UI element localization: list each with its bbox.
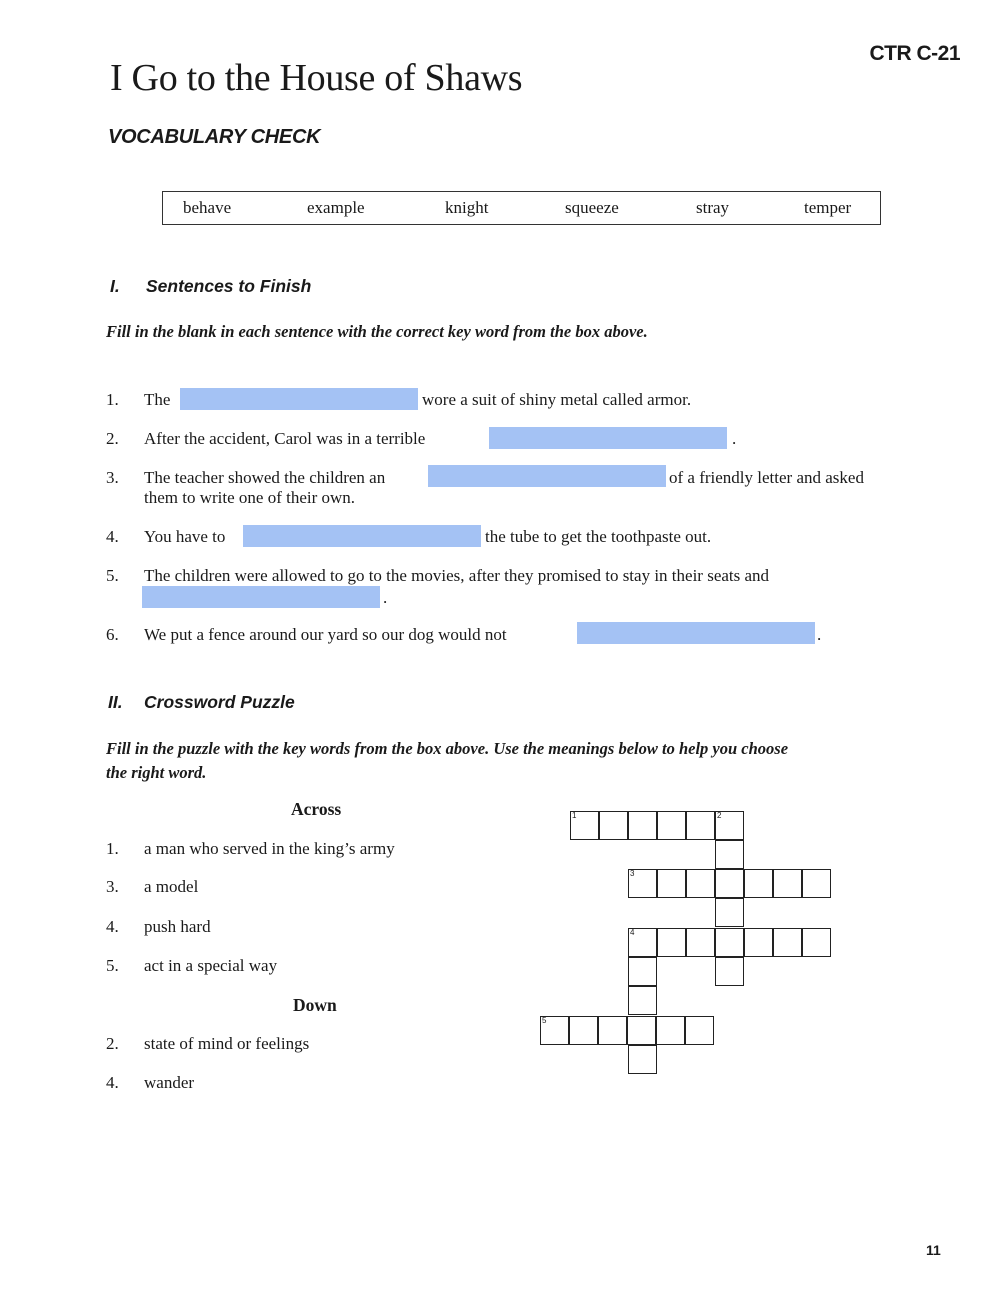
crossword-cell[interactable] [773,869,802,898]
sentence-number: 5. [106,566,119,585]
sentence-2-end: . [732,429,737,448]
across-heading: Across [291,799,342,819]
crossword-cell[interactable] [715,928,744,957]
sentence-1 [106,389,170,410]
worksheet-code: CTR C-21 [869,42,960,65]
down-clue-2 [106,1034,309,1054]
clue-text: push hard [144,917,211,936]
sentence-3-end: of a friendly letter and asked [669,468,864,487]
sentence-3 [106,467,385,488]
clue-text: a man who served in the king’s army [144,839,395,858]
key-word: behave [183,198,232,217]
crossword-cell[interactable] [628,986,657,1015]
answer-blank-5[interactable] [142,586,380,608]
answer-blank-1[interactable] [180,388,418,410]
clue-text: a model [144,877,199,896]
crossword-cell[interactable] [802,869,831,898]
across-clue-3 [106,877,198,897]
vocabulary-check-heading: VOCABULARY CHECK [108,126,321,148]
cell-number: 2 [717,811,722,820]
crossword-cell[interactable] [744,869,773,898]
sentence-number: 4. [106,527,119,546]
section-title: Crossword Puzzle [144,692,295,712]
crossword-cell[interactable] [715,811,744,840]
section-1-heading [110,276,311,297]
section-1-instruction: Fill in the blank in each sentence with the correct key word from the box above. [106,322,648,341]
crossword-cell[interactable] [570,811,599,840]
crossword-cell[interactable] [628,869,657,898]
clue-text: wander [144,1073,195,1092]
instruction-line: the right word. [106,763,207,782]
crossword-cell[interactable] [686,928,715,957]
answer-blank-2[interactable] [489,427,727,449]
section-number: I. [110,276,120,296]
across-clue-1 [106,839,395,859]
crossword-cell[interactable] [627,1016,656,1045]
across-clue-5 [106,956,277,976]
crossword-cell[interactable] [715,898,744,927]
cell-number: 5 [542,1016,547,1025]
crossword-cell[interactable] [773,928,802,957]
crossword-cell[interactable] [715,840,744,869]
clue-number: 4. [106,1073,119,1092]
sentence-2 [106,428,425,449]
down-heading: Down [293,995,337,1015]
sentence-text: You have to [144,527,226,546]
clue-number: 3. [106,877,119,896]
sentence-number: 2. [106,429,119,448]
key-word: squeeze [565,198,619,217]
answer-blank-3[interactable] [428,465,666,487]
sentence-text: The children were allowed to go to the movies, after they promised to stay in their seats and [144,566,770,585]
clue-text: act in a special way [144,956,278,975]
crossword-cell[interactable] [802,928,831,957]
crossword-cell[interactable] [628,811,657,840]
page-title: I Go to the House of Shaws [110,57,523,99]
crossword-cell[interactable] [715,869,744,898]
across-clue-4 [106,917,211,937]
sentence-number: 6. [106,625,119,644]
clue-number: 5. [106,956,119,975]
section-2-instruction [106,737,788,785]
section-title: Sentences to Finish [146,276,312,296]
sentence-number: 1. [106,390,119,409]
crossword-cell[interactable] [686,811,715,840]
sentence-5 [106,565,769,586]
crossword-cell[interactable] [628,1045,657,1074]
answer-blank-4[interactable] [243,525,481,547]
clue-number: 2. [106,1034,119,1053]
sentence-1-end: wore a suit of shiny metal called armor. [422,390,692,409]
crossword-cell[interactable] [715,957,744,986]
crossword-cell[interactable] [656,1016,685,1045]
key-word: temper [804,198,852,217]
crossword-cell[interactable] [657,869,686,898]
page-number: 11 [926,1242,941,1258]
sentence-4-end: the tube to get the toothpaste out. [485,527,712,546]
sentence-6 [106,624,507,645]
instruction-line: Fill in the puzzle with the key words from the box above. Use the meanings below to help you choose [106,739,789,758]
clue-text: state of mind or feelings [144,1034,310,1053]
crossword-cell[interactable] [744,928,773,957]
sentence-text: The [144,390,171,409]
crossword-cell[interactable] [599,811,628,840]
cell-number: 4 [630,928,635,937]
clue-number: 1. [106,839,119,858]
crossword-cell[interactable] [657,811,686,840]
key-word: knight [445,198,489,217]
crossword-cell[interactable] [628,928,657,957]
answer-blank-6[interactable] [577,622,815,644]
key-word: example [307,198,365,217]
crossword-cell[interactable] [685,1016,714,1045]
crossword-cell[interactable] [628,957,657,986]
crossword-cell[interactable] [540,1016,569,1045]
sentence-text: We put a fence around our yard so our dog would not [144,625,507,644]
sentence-3-line-2: them to write one of their own. [144,488,356,507]
crossword-cell[interactable] [569,1016,598,1045]
word-box [162,191,881,225]
crossword-cell[interactable] [686,869,715,898]
sentence-5-end: . [383,588,388,607]
sentence-number: 3. [106,468,119,487]
down-clue-4 [106,1073,194,1093]
sentence-6-end: . [817,625,822,644]
cell-number: 3 [630,869,635,878]
clue-number: 4. [106,917,119,936]
sentence-4 [106,526,225,547]
cell-number: 1 [572,811,577,820]
section-number: II. [108,692,123,712]
sentence-text: After the accident, Carol was in a terrible [144,429,426,448]
key-word: stray [696,198,730,217]
sentence-text: The teacher showed the children an [144,468,386,487]
section-2-heading [108,692,295,713]
crossword-cell[interactable] [598,1016,627,1045]
crossword-cell[interactable] [657,928,686,957]
